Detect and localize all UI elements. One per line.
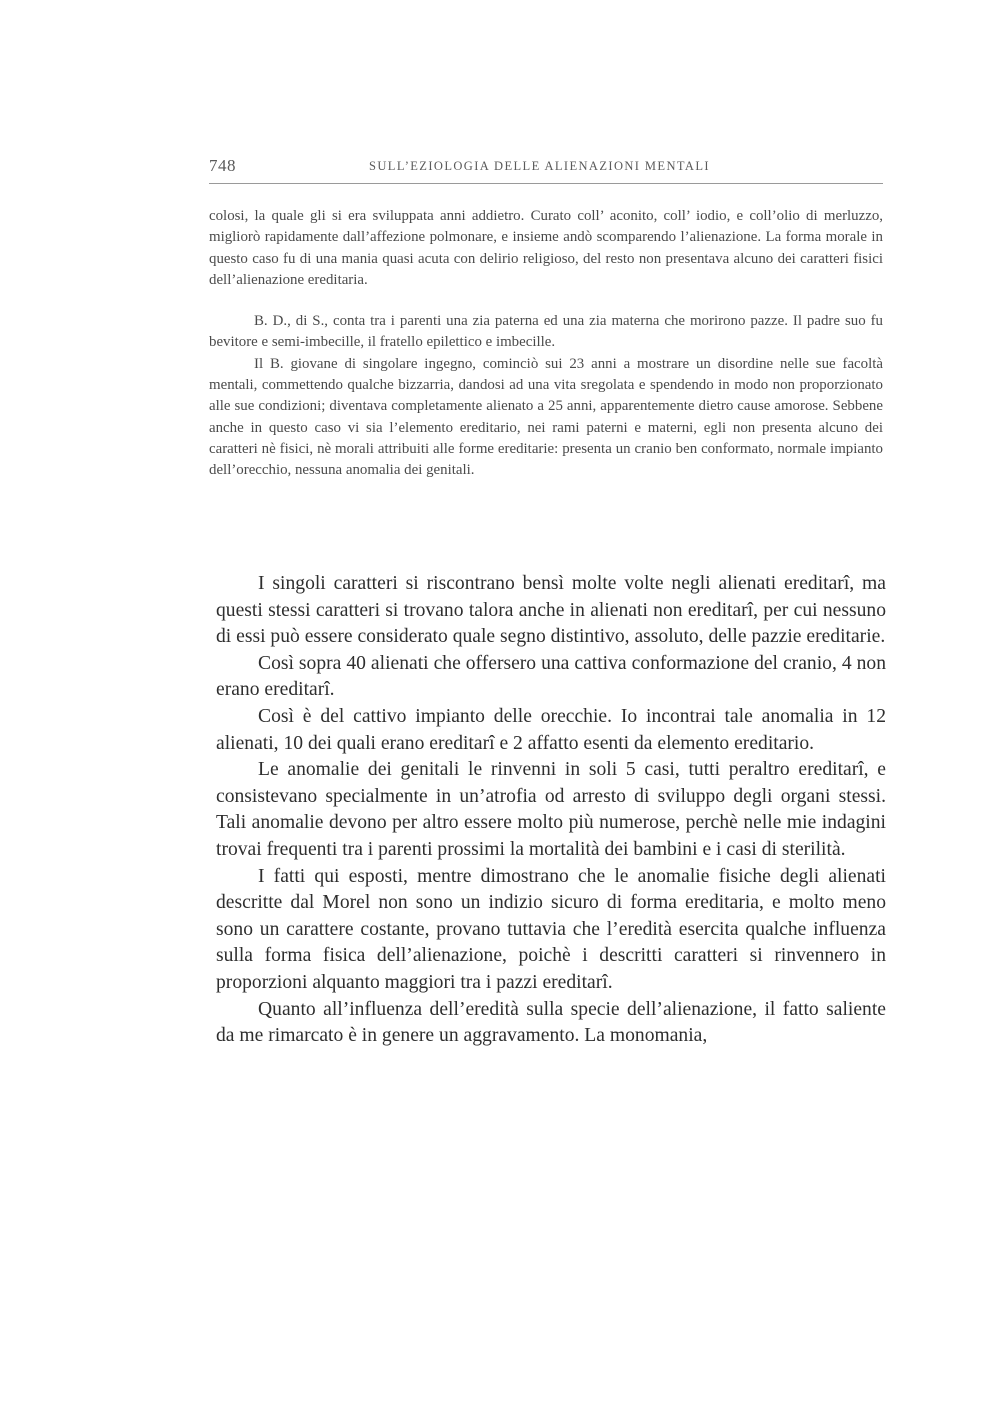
body-paragraph: Quanto all’influenza dell’eredità sulla specie dell’alienazione, il fatto saliente da me rimarcato è in genere un aggravamento. La monomania, <box>216 998 886 1047</box>
case-note-bd: B. D., di S., conta tra i parenti una zia paterna ed una zia materna che morirono pazze. Il padre suo fu bevitore e semi-imbecille, il fratello epilettico e imbecille. <box>209 313 883 351</box>
body-paragraph: Le anomalie dei genitali le rinvenni in soli 5 casi, tutti peraltro ereditarî, e consistevano specialmente in un’atrofia od arresto di sviluppo degli organi stessi. Tali anomalie devono per altro essere molto più numerose, perchè nelle mie indagini trovai frequenti tra i parenti prossimi la mortalità dei bambini e i casi di sterilità. <box>216 759 886 860</box>
case-note-continuation: colosi, la quale gli si era sviluppata anni addietro. Curato coll’ aconito, coll’ iodio, e coll’olio di merluzzo, migliorò rapidamente dall’affezione polmonare, e insieme andò scomparendo l’alienazione. La forma morale in questo caso fu di una mania quasi acuta con delirio religioso, del resto non presentava alcuno dei caratteri fisici dell’alienazione ereditaria. <box>209 208 883 288</box>
case-notes <box>209 206 883 482</box>
body-text <box>216 571 886 1050</box>
body-paragraph: Così sopra 40 alienati che offersero una cattiva conformazione del cranio, 4 non erano ereditarî. <box>216 652 886 701</box>
header-rule <box>209 183 883 184</box>
body-paragraph: Così è del cattivo impianto delle orecchie. Io incontrai tale anomalia in 12 alienati, 10 dei quali erano ereditarî e 2 affatto esenti da elemento ereditario. <box>216 705 886 754</box>
body-paragraph: I fatti qui esposti, mentre dimostrano che le anomalie fisiche degli alienati descritte dal Morel non sono un indizio sicuro di forma ereditaria, e molto meno sono un carattere costante, provano tuttavia che l’eredità esercita qualche influenza sulla forma fisica dell’alienazione, poichè i descritti caratteri si rinvennero in proporzioni alquanto maggiori tra i pazzi ereditarî. <box>216 865 886 993</box>
case-note-b: Il B. giovane di singolare ingegno, cominciò sui 23 anni a mostrare un disordine nelle sue facoltà mentali, commettendo qualche bizzarria, dandosi ad una vita sregolata e spendendo in modo non proporzionato alle sue condizioni; diventava completamente alienato a 25 anni, apparentemente dietro cause amorose. Sebbene anche in questo caso vi sia l’elemento ereditario, nei rami paterni e materni, egli non presenta alcuno dei caratteri nè fisici, nè morali attribuiti alle forme ereditarie: presenta un cranio ben conformato, normale impianto dell’orecchio, nessuna anomalia dei genitali. <box>209 355 883 479</box>
page-number: 748 <box>209 156 236 175</box>
body-paragraph: I singoli caratteri si riscontrano bensì molte volte negli alienati ereditarî, ma questi stessi caratteri si trovano talora anche in alienati non ereditarî, per cui nessuno di essi può essere considerato quale segno distintivo, assoluto, delle pazzie ereditarie. <box>216 573 886 648</box>
running-head <box>209 154 883 186</box>
running-title: SULL’EZIOLOGIA DELLE ALIENAZIONI MENTALI <box>369 159 710 173</box>
